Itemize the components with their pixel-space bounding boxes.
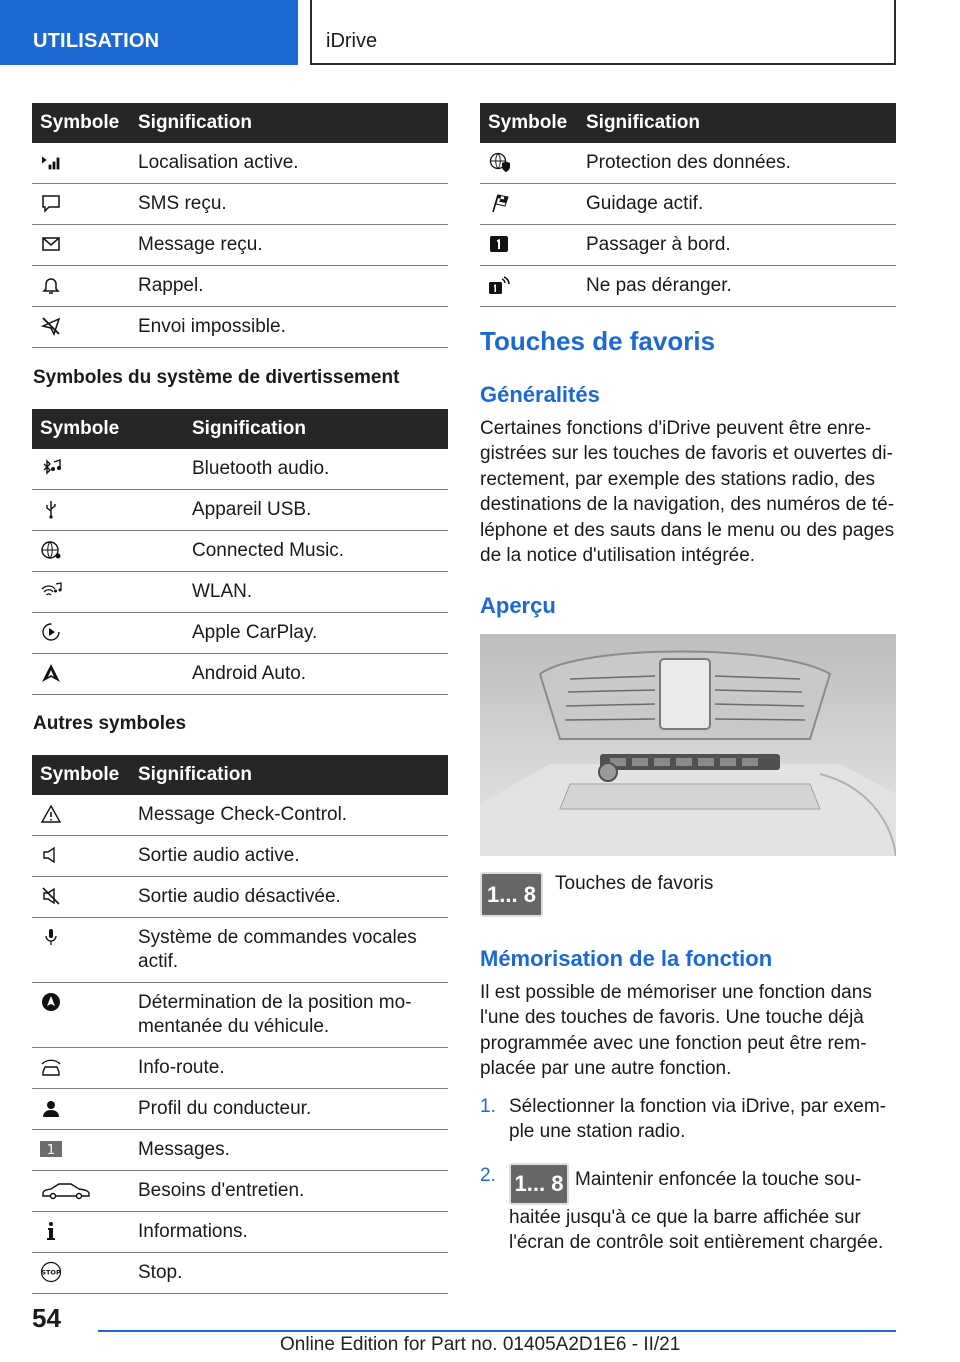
privacy-symbols-table [480, 103, 896, 307]
table-row [32, 1130, 448, 1171]
list-item [480, 1163, 898, 1256]
col-symbol: Symbole [32, 103, 130, 143]
col-meaning: Signification [578, 103, 896, 143]
car-service-icon [40, 1179, 92, 1201]
table-row [32, 184, 448, 225]
table-row [32, 836, 448, 877]
symbol-meaning: Message reçu. [130, 225, 448, 266]
traffic-info-icon [40, 1056, 62, 1078]
symbol-meaning: Connected Music. [184, 531, 448, 572]
android-auto-icon [40, 662, 62, 684]
table-row [32, 1253, 448, 1294]
symbol-meaning: Info-route. [130, 1048, 448, 1089]
signal-strength-icon [40, 151, 62, 173]
symbol-meaning: Sortie audio désactivée. [130, 877, 448, 918]
symbol-meaning: Envoi impossible. [130, 307, 448, 348]
info-icon [40, 1220, 62, 1242]
table-row [32, 983, 448, 1048]
table-row [32, 1048, 448, 1089]
table-row [32, 225, 448, 266]
symbol-meaning: WLAN. [184, 572, 448, 613]
table-row [32, 490, 448, 531]
symbol-meaning: Stop. [130, 1253, 448, 1294]
table-row [32, 307, 448, 348]
connected-music-icon [40, 539, 62, 561]
symbol-meaning: Sortie audio active. [130, 836, 448, 877]
list-item [480, 1094, 898, 1145]
table-row [480, 266, 896, 307]
col-meaning: Signification [130, 103, 448, 143]
warning-triangle-icon [40, 803, 62, 825]
general-heading: Généralités [480, 382, 600, 407]
favorites-key-icon: 1... 8 [480, 872, 543, 917]
symbol-meaning: Rappel. [130, 266, 448, 307]
speaker-icon [40, 844, 62, 866]
memorize-heading: Mémorisation de la fonction [480, 946, 773, 971]
table-row [32, 143, 448, 184]
step-text: Maintenir enfoncée la touche sou-haitée jusqu'à ce que la barre affichée sur l'écran de contrôle soit entièrement chargée. [509, 1168, 884, 1254]
memorize-paragraph: Il est possible de mémoriser une fonction dans l'une des touches de favoris. Une touche déjà programmée avec une fonction peut être rem-placée par une autre fonction. [480, 982, 872, 1080]
table-row [480, 184, 896, 225]
table-row [32, 266, 448, 307]
symbol-meaning: Apple CarPlay. [184, 613, 448, 654]
symbol-meaning: SMS reçu. [130, 184, 448, 225]
microphone-icon [40, 926, 62, 948]
table-row [32, 1212, 448, 1253]
table-row [32, 1171, 448, 1212]
envelope-icon [40, 233, 62, 255]
table-row [32, 654, 448, 695]
table-row [480, 143, 896, 184]
table-row [32, 449, 448, 490]
col-symbol: Symbole [32, 409, 184, 449]
table-row [480, 225, 896, 266]
symbol-meaning: Système de commandes vocales actif. [130, 918, 448, 983]
col-meaning: Signification [130, 755, 448, 795]
step-text: Sélectionner la fonction via iDrive, par exem-ple une station radio. [509, 1096, 887, 1143]
data-privacy-icon [488, 151, 510, 173]
message-count-text: 1 [46, 1143, 56, 1158]
do-not-disturb-icon [488, 274, 510, 296]
symbol-meaning: Guidage actif. [578, 184, 896, 225]
step-number: 2. [480, 1164, 496, 1186]
symbol-meaning: Protection des données. [578, 143, 896, 184]
general-paragraph: Certaines fonctions d'iDrive peuvent être enre-gistrées sur les touches de favoris et ouvertes di-rectement, par exemple des stations radio, des destinations de la navigation, des numéros de té-léphone et des sauts dans le menu ou des pages de la notice d'utilisation intégrée. [480, 418, 895, 567]
message-count-icon [40, 1138, 62, 1160]
overview-heading: Aperçu [480, 593, 556, 618]
status-symbols-table [32, 103, 448, 348]
symbol-meaning: Messages. [130, 1130, 448, 1171]
col-symbol: Symbole [480, 103, 578, 143]
symbol-meaning: Informations. [130, 1212, 448, 1253]
usb-icon [40, 498, 62, 520]
checkered-flag-icon [488, 192, 510, 214]
symbol-meaning: Appareil USB. [184, 490, 448, 531]
symbol-meaning: Passager à bord. [578, 225, 896, 266]
photo-caption: Touches de favoris [555, 873, 714, 894]
section-tab: UTILISATION [0, 0, 298, 65]
symbol-meaning: Profil du conducteur. [130, 1089, 448, 1130]
chapter-title: iDrive [310, 0, 896, 65]
carplay-icon [40, 621, 62, 643]
driver-profile-icon [40, 1097, 62, 1119]
passenger-icon [488, 233, 510, 255]
entertainment-heading: Symboles du système de divertissement [33, 367, 400, 388]
col-meaning: Signification [184, 409, 448, 449]
edition-text: Online Edition for Part no. 01405A2D1E6 - II/21 [280, 1334, 681, 1355]
table-row [32, 572, 448, 613]
col-symbol: Symbole [32, 755, 130, 795]
bluetooth-audio-icon [40, 457, 62, 479]
table-row [32, 613, 448, 654]
bell-icon [40, 274, 62, 296]
send-failed-icon [40, 315, 62, 337]
stop-icon [40, 1261, 62, 1283]
symbol-meaning: Besoins d'entretien. [130, 1171, 448, 1212]
sms-bubble-icon [40, 192, 62, 214]
favorites-heading: Touches de favoris [480, 326, 716, 356]
other-symbols-heading: Autres symboles [33, 713, 187, 734]
table-row [32, 531, 448, 572]
navigation-arrow-icon [40, 991, 62, 1013]
symbol-meaning: Message Check-Control. [130, 795, 448, 836]
steps-list [480, 1094, 898, 1256]
symbol-meaning: Ne pas déranger. [578, 266, 896, 307]
wlan-music-icon [40, 580, 62, 602]
symbol-meaning: Bluetooth audio. [184, 449, 448, 490]
table-row [32, 877, 448, 918]
table-row [32, 1089, 448, 1130]
favorites-key-icon: 1... 8 [509, 1163, 569, 1205]
other-symbols-table [32, 755, 448, 1294]
stop-icon-text: STOP [41, 1268, 61, 1277]
speaker-muted-icon [40, 885, 62, 907]
page-number: 54 [32, 1303, 61, 1333]
entertainment-symbols-table [32, 409, 448, 695]
table-row [32, 795, 448, 836]
symbol-meaning: Détermination de la position mo-mentanée du véhicule. [130, 983, 448, 1048]
footer-divider [98, 1330, 896, 1332]
table-row [32, 918, 448, 983]
step-number: 1. [480, 1096, 496, 1117]
dashboard-photo [480, 634, 896, 856]
symbol-meaning: Localisation active. [130, 143, 448, 184]
symbol-meaning: Android Auto. [184, 654, 448, 695]
